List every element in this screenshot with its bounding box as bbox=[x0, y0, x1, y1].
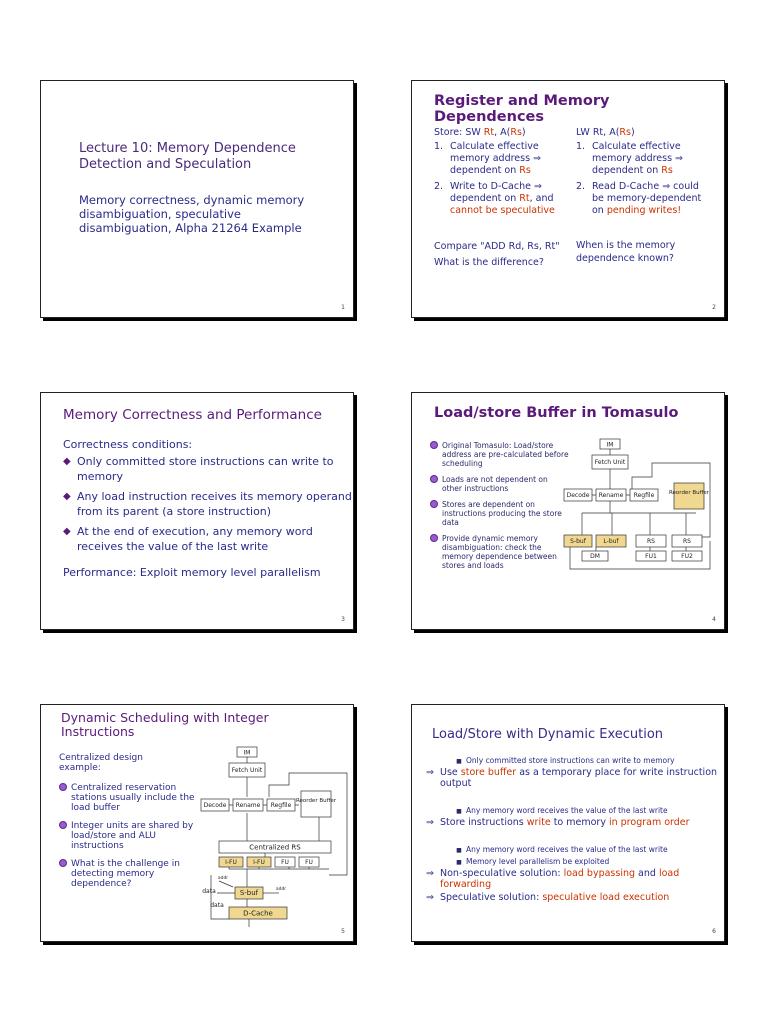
sun-bullet-icon bbox=[430, 500, 438, 508]
fetch-unit-label: Fetch Unit bbox=[594, 459, 626, 466]
compare-text: Compare "ADD Rd, Rs, Rt" What is the difference? bbox=[434, 241, 560, 268]
performance-line: Performance: Exploit memory level parallelism bbox=[63, 565, 321, 579]
sub-bullet: ■ Any memory word receives the value of the last write bbox=[456, 806, 668, 815]
fu-label: FU bbox=[305, 859, 313, 866]
dm-label: DM bbox=[590, 553, 600, 560]
slide-3-body bbox=[63, 437, 353, 580]
sun-bullet-icon bbox=[430, 475, 438, 483]
slide-5 bbox=[40, 704, 354, 942]
ifu-label: I-FU bbox=[253, 859, 265, 866]
rs-label: RS bbox=[683, 538, 691, 545]
load-step-1: 1. Calculate effective memory address ⇒ dependent on Rs bbox=[576, 141, 684, 176]
implication-line: ⇒ Speculative solution: speculative load execution bbox=[426, 892, 670, 903]
slide-5-title: Dynamic Scheduling with Integer Instructions bbox=[61, 710, 269, 739]
sun-bullet-icon bbox=[430, 441, 438, 449]
rename-label: Rename bbox=[235, 802, 261, 809]
reorder-label: Reorder Buffer bbox=[668, 490, 710, 496]
ifu-label: I-FU bbox=[225, 859, 237, 866]
lbuf-label: L-buf bbox=[603, 538, 619, 545]
page-number: 1 bbox=[341, 304, 345, 311]
bullet-item: ◆ Only committed store instructions can write to memory bbox=[63, 454, 334, 483]
rs-label: RS bbox=[647, 538, 655, 545]
slide-3 bbox=[40, 392, 354, 630]
centralized-lead: Centralized design example: bbox=[59, 753, 143, 773]
page-number: 4 bbox=[712, 616, 716, 623]
store-step-1: 1. Calculate effective memory address ⇒ dependent on Rs bbox=[434, 141, 542, 176]
tomasulo-diagram bbox=[562, 437, 718, 577]
slide-5-body: Centralized design example: Centralized reservation stations usually include the load buffer Integer units are shared by load/store and ALU instructions What is the challenge in detecting memory dependence? bbox=[59, 753, 195, 889]
slide-6-body bbox=[426, 755, 726, 903]
implication-line: ⇒ Store instructions write to memory in program order bbox=[426, 817, 690, 828]
sun-bullet-icon bbox=[59, 783, 67, 791]
data-label: data bbox=[210, 902, 224, 909]
store-step-2: 2. Write to D-Cache ⇒ dependent on Rt, and cannot be speculative bbox=[434, 181, 555, 216]
data-label: data bbox=[202, 888, 216, 895]
slide-4 bbox=[411, 392, 725, 630]
slide-1-title: Lecture 10: Memory Dependence Detection and Speculation bbox=[79, 141, 296, 172]
page-number: 5 bbox=[341, 928, 345, 935]
rename-label: Rename bbox=[598, 492, 624, 499]
bullet-item: ◆ Any load instruction receives its memory operand from its parent (a store instruction) bbox=[63, 489, 352, 518]
regfile-label: Regfile bbox=[270, 802, 292, 809]
slide-2 bbox=[411, 80, 725, 318]
correctness-lead: Correctness conditions: bbox=[63, 438, 193, 451]
im-label: IM bbox=[606, 441, 614, 449]
sbuf-label: S-buf bbox=[570, 538, 586, 545]
slide-4-bullets: Original Tomasulo: Load/store address are pre-calculated before scheduling Loads are not dependent on other instructions Stores are dependent on instructions producing the store data Provide dynamic memory disambiguation: check the memory dependence between stores and loads bbox=[430, 441, 570, 570]
slide-3-title: Memory Correctness and Performance bbox=[63, 407, 322, 423]
page-number: 2 bbox=[712, 304, 716, 311]
fu1-label: FU1 bbox=[645, 553, 657, 560]
slide-1 bbox=[40, 80, 354, 318]
sub-bullet: ■ Memory level parallelism be exploited bbox=[456, 857, 610, 866]
sub-bullet: ■ Any memory word receives the value of the last write bbox=[456, 845, 668, 854]
load-column bbox=[576, 127, 710, 217]
diamond-bullet-icon: ◆ bbox=[63, 525, 71, 537]
store-heading: Store: SW Rt, A(Rs) bbox=[434, 127, 526, 138]
sun-bullet-icon bbox=[430, 534, 438, 542]
reorder-label: Reorder Buffer bbox=[295, 798, 337, 804]
centralized-rs-diagram bbox=[199, 745, 349, 931]
fu-label: FU bbox=[281, 859, 289, 866]
im-label: IM bbox=[243, 749, 251, 757]
load-heading: LW Rt, A(Rs) bbox=[576, 127, 635, 138]
fu2-label: FU2 bbox=[681, 553, 693, 560]
sun-bullet-icon bbox=[59, 859, 67, 867]
page-number: 6 bbox=[712, 928, 716, 935]
addr-label: addr bbox=[275, 887, 287, 892]
when-known-text: When is the memory dependence known? bbox=[576, 240, 676, 264]
slide-1-subtitle: Memory correctness, dynamic memory disambiguation, speculative disambiguation, Alpha 21264 Example bbox=[79, 193, 305, 235]
sbuf-label: S-buf bbox=[239, 889, 259, 897]
slide-6 bbox=[411, 704, 725, 942]
store-column bbox=[434, 127, 570, 217]
implication-line: ⇒ Non-speculative solution: load bypassing and load forwarding bbox=[426, 868, 680, 890]
implication-line: ⇒ Use store buffer as a temporary place for write instruction output bbox=[426, 767, 718, 789]
slide-2-title: Register and Memory Dependences bbox=[434, 93, 610, 125]
addr-label: addr bbox=[217, 876, 229, 881]
sub-bullet: ■ Only committed store instructions can write to memory bbox=[456, 756, 675, 765]
dcache-label: D-Cache bbox=[243, 909, 273, 918]
sun-bullet-icon bbox=[59, 821, 67, 829]
bullet-item: ◆ At the end of execution, any memory word receives the value of the last write bbox=[63, 524, 313, 553]
decode-label: Decode bbox=[566, 492, 590, 499]
slide-6-title: Load/Store with Dynamic Execution bbox=[432, 727, 664, 742]
regfile-label: Regfile bbox=[633, 492, 655, 499]
slide-4-title: Load/store Buffer in Tomasulo bbox=[434, 405, 679, 421]
decode-label: Decode bbox=[203, 802, 227, 809]
page-number: 3 bbox=[341, 616, 345, 623]
load-step-2: 2. Read D-Cache ⇒ could be memory-dependent on pending writes! bbox=[576, 181, 702, 216]
centralized-rs-label: Centralized RS bbox=[249, 843, 301, 852]
fetch-unit-label: Fetch Unit bbox=[231, 767, 263, 774]
diamond-bullet-icon: ◆ bbox=[63, 455, 71, 467]
diamond-bullet-icon: ◆ bbox=[63, 490, 71, 502]
